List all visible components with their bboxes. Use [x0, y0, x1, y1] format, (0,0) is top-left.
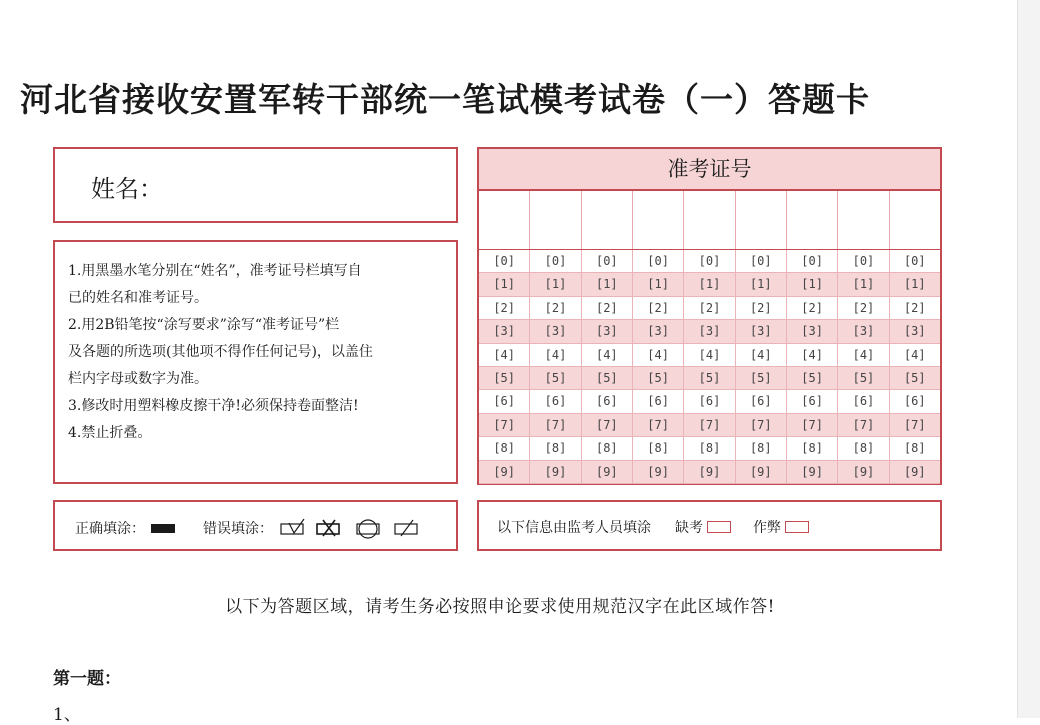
correct-fill-icon [151, 524, 175, 533]
wrong-cross-icon [317, 520, 339, 536]
digit-bubble[interactable]: [0] [479, 250, 530, 273]
digit-bubble[interactable]: [2] [530, 297, 581, 320]
digit-bubble[interactable]: [1] [479, 273, 530, 296]
digit-bubble[interactable]: [3] [684, 320, 735, 343]
id-write-cell[interactable] [582, 191, 633, 249]
absent-checkbox[interactable] [707, 521, 731, 533]
digit-bubble[interactable]: [7] [890, 414, 940, 437]
digit-bubble[interactable]: [3] [787, 320, 838, 343]
digit-bubble[interactable]: [9] [530, 461, 581, 484]
digit-bubble[interactable]: [1] [582, 273, 633, 296]
exam-id-grid [479, 191, 940, 484]
digit-bubble[interactable]: [5] [890, 367, 940, 390]
digit-bubble[interactable]: [0] [838, 250, 889, 273]
instruction-line: 已的姓名和准考证号。 [68, 290, 208, 306]
digit-bubble[interactable]: [9] [787, 461, 838, 484]
digit-bubble[interactable]: [4] [479, 344, 530, 367]
digit-bubble[interactable]: [5] [479, 367, 530, 390]
digit-bubble[interactable]: [7] [530, 414, 581, 437]
digit-bubble[interactable]: [6] [479, 390, 530, 413]
cheat-checkbox[interactable] [785, 521, 809, 533]
digit-bubble[interactable]: [3] [736, 320, 787, 343]
digit-bubble[interactable]: [7] [838, 414, 889, 437]
instruction-line: 4.禁止折叠。 [68, 425, 152, 441]
digit-bubble[interactable]: [1] [787, 273, 838, 296]
id-write-cell[interactable] [736, 191, 787, 249]
digit-bubble[interactable]: [7] [633, 414, 684, 437]
digit-row [479, 461, 940, 484]
question-number: 1、 [53, 705, 81, 725]
digit-bubble[interactable]: [5] [633, 367, 684, 390]
wrong-circle-icon [357, 520, 379, 538]
digit-row [479, 414, 940, 437]
digit-bubble[interactable]: [2] [479, 297, 530, 320]
instruction-line: 及各题的所选项(其他项不得作任何记号)，以盖住 [68, 344, 373, 360]
id-write-cell[interactable] [479, 191, 530, 249]
digit-bubble[interactable]: [0] [582, 250, 633, 273]
digit-bubble[interactable]: [9] [684, 461, 735, 484]
digit-bubble[interactable]: [1] [838, 273, 889, 296]
digit-bubble[interactable]: [0] [736, 250, 787, 273]
id-write-cell[interactable] [684, 191, 735, 249]
absent-label: 缺考 [675, 520, 703, 536]
exam-id-box [477, 147, 942, 485]
name-label: 姓名： [91, 175, 163, 203]
digit-bubble[interactable]: [9] [582, 461, 633, 484]
digit-bubble[interactable]: [8] [633, 437, 684, 460]
wrong-check-icon [281, 519, 304, 534]
digit-bubble[interactable]: [3] [479, 320, 530, 343]
digit-bubble[interactable]: [6] [736, 390, 787, 413]
page-title: 河北省接收安置军转干部统一笔试模考试卷（一）答题卡 [20, 80, 870, 119]
digit-bubble[interactable]: [5] [838, 367, 889, 390]
digit-bubble[interactable]: [0] [530, 250, 581, 273]
digit-bubble[interactable]: [4] [787, 344, 838, 367]
instructions-box [53, 240, 458, 484]
digit-bubble[interactable]: [9] [838, 461, 889, 484]
digit-bubble[interactable]: [1] [736, 273, 787, 296]
wrong-fill-label: 错误填涂： [203, 521, 273, 537]
instruction-line: 3.修改时用塑料橡皮擦干净!必须保持卷面整洁! [68, 398, 359, 414]
digit-bubble[interactable]: [7] [582, 414, 633, 437]
digit-bubble[interactable]: [1] [890, 273, 940, 296]
id-write-cell[interactable] [838, 191, 889, 249]
digit-bubble[interactable]: [6] [530, 390, 581, 413]
digit-bubble[interactable]: [5] [530, 367, 581, 390]
digit-bubble[interactable]: [7] [684, 414, 735, 437]
digit-bubble[interactable]: [6] [633, 390, 684, 413]
digit-bubble[interactable]: [1] [530, 273, 581, 296]
wrong-slash-icon [395, 520, 417, 536]
digit-bubble[interactable]: [0] [890, 250, 940, 273]
digit-bubble[interactable]: [6] [787, 390, 838, 413]
digit-bubble[interactable]: [9] [633, 461, 684, 484]
instruction-line: 2.用2B铅笔按“涂写要求”涂写“准考证号”栏 [68, 317, 340, 333]
digit-bubble[interactable]: [5] [684, 367, 735, 390]
digit-bubble[interactable]: [8] [890, 437, 940, 460]
digit-bubble[interactable]: [5] [582, 367, 633, 390]
digit-bubble[interactable]: [8] [787, 437, 838, 460]
digit-row [479, 390, 940, 413]
id-write-cell[interactable] [633, 191, 684, 249]
digit-bubble[interactable]: [2] [787, 297, 838, 320]
cheat-label: 作弊 [753, 520, 781, 536]
digit-bubble[interactable]: [6] [838, 390, 889, 413]
digit-bubble[interactable]: [7] [787, 414, 838, 437]
digit-bubble[interactable]: [2] [736, 297, 787, 320]
digit-bubble[interactable]: [8] [684, 437, 735, 460]
proctor-box [477, 500, 942, 551]
correct-fill-label: 正确填涂： [75, 521, 145, 537]
digit-bubble[interactable]: [5] [787, 367, 838, 390]
id-write-cell[interactable] [890, 191, 940, 249]
digit-bubble[interactable]: [3] [582, 320, 633, 343]
digit-bubble[interactable]: [0] [787, 250, 838, 273]
digit-row [479, 250, 940, 273]
digit-bubble[interactable]: [2] [890, 297, 940, 320]
digit-bubble[interactable]: [4] [582, 344, 633, 367]
digit-bubble[interactable]: [4] [684, 344, 735, 367]
wrong-fill-icons [277, 516, 427, 540]
digit-bubble[interactable]: [7] [736, 414, 787, 437]
digit-bubble[interactable]: [3] [890, 320, 940, 343]
digit-row [479, 437, 940, 460]
digit-bubble[interactable]: [2] [838, 297, 889, 320]
proctor-text: 以下信息由监考人员填涂 [497, 520, 651, 536]
digit-bubble[interactable]: [4] [633, 344, 684, 367]
digit-bubble[interactable]: [1] [633, 273, 684, 296]
digit-bubble[interactable]: [4] [838, 344, 889, 367]
digit-bubble[interactable]: [8] [838, 437, 889, 460]
instruction-line: 1.用黑墨水笔分别在“姓名”，准考证号栏填写自 [68, 263, 362, 279]
digit-bubble[interactable]: [2] [582, 297, 633, 320]
digit-bubble[interactable]: [9] [890, 461, 940, 484]
digit-bubble[interactable]: [5] [736, 367, 787, 390]
digit-bubble[interactable]: [7] [479, 414, 530, 437]
digit-row [479, 344, 940, 367]
digit-bubble[interactable]: [6] [684, 390, 735, 413]
question-title: 第一题： [53, 669, 121, 689]
digit-bubble[interactable]: [1] [684, 273, 735, 296]
digit-row [479, 367, 940, 390]
exam-id-write-row [479, 191, 940, 250]
digit-bubble[interactable]: [8] [479, 437, 530, 460]
digit-bubble[interactable]: [2] [684, 297, 735, 320]
digit-bubble[interactable]: [4] [530, 344, 581, 367]
digit-bubble[interactable]: [9] [736, 461, 787, 484]
digit-bubble[interactable]: [6] [890, 390, 940, 413]
digit-bubble[interactable]: [3] [838, 320, 889, 343]
digit-bubble[interactable]: [4] [736, 344, 787, 367]
digit-bubble[interactable]: [8] [582, 437, 633, 460]
digit-bubble[interactable]: [0] [684, 250, 735, 273]
instruction-line: 栏内字母或数字为准。 [68, 371, 208, 387]
digit-bubble[interactable]: [6] [582, 390, 633, 413]
digit-bubble[interactable]: [2] [633, 297, 684, 320]
digit-bubble[interactable]: [0] [633, 250, 684, 273]
digit-bubble[interactable]: [3] [530, 320, 581, 343]
digit-bubble[interactable]: [8] [530, 437, 581, 460]
digit-bubble[interactable]: [3] [633, 320, 684, 343]
digit-bubble[interactable]: [4] [890, 344, 940, 367]
fill-example-box [53, 500, 458, 551]
digit-row [479, 273, 940, 296]
digit-bubble[interactable]: [8] [736, 437, 787, 460]
answer-area-note: 以下为答题区域，请考生务必按照申论要求使用规范汉字在此区域作答! [225, 597, 775, 617]
id-write-cell[interactable] [530, 191, 581, 249]
digit-row [479, 320, 940, 343]
id-write-cell[interactable] [787, 191, 838, 249]
scrollbar[interactable] [1017, 0, 1040, 718]
digit-row [479, 297, 940, 320]
name-box [53, 147, 458, 223]
exam-id-header: 准考证号 [479, 149, 940, 191]
digit-bubble[interactable]: [9] [479, 461, 530, 484]
